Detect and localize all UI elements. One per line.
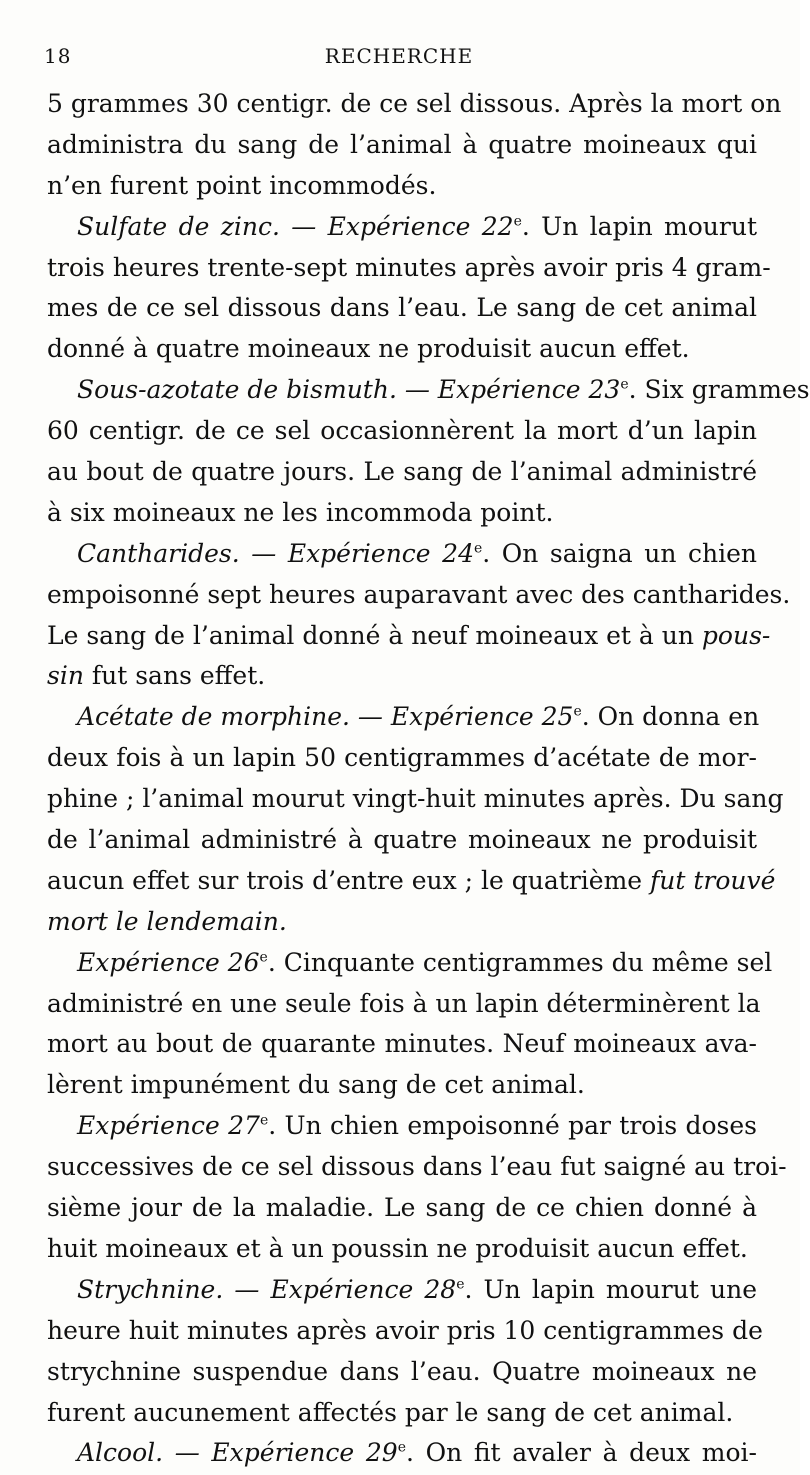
italic-text: Acétate de morphine. — Expérience 25 xyxy=(77,702,574,732)
italic-text: Alcool. — Expérience 29 xyxy=(77,1438,398,1468)
italic-text: Expérience 27 xyxy=(77,1111,260,1141)
text-run: . On fit avaler à deux moi- xyxy=(405,1438,757,1468)
text-run: au bout de quatre jours. Le sang de l’animal administré xyxy=(47,457,757,487)
page-header xyxy=(44,44,754,74)
text-line xyxy=(47,820,757,861)
superscript: e xyxy=(397,1440,406,1457)
superscript: e xyxy=(259,1112,269,1129)
text-line xyxy=(47,125,757,166)
text-run: . Un lapin mourut xyxy=(521,211,757,241)
text-run: à six moineaux ne les incommoda point. xyxy=(47,497,554,527)
text-line xyxy=(47,861,776,902)
text-line xyxy=(47,248,771,289)
text-run: 5 grammes 30 centigr. de ce sel dissous. Après la mort on xyxy=(47,89,782,118)
text-run: huit moineaux et à un poussin ne produisit aucun effet. xyxy=(47,1233,748,1263)
text-run: . Six grammes xyxy=(628,375,810,405)
superscript: e xyxy=(513,213,522,230)
text-line xyxy=(47,1188,757,1229)
italic-text: Cantharides. — Expérience 24 xyxy=(77,538,474,568)
text-line xyxy=(47,902,757,943)
text-line xyxy=(47,1106,757,1147)
text-run: . Un lapin mourut une xyxy=(464,1274,757,1304)
italic-text: Expérience 26 xyxy=(77,947,260,977)
italic-text: mort le lendemain. xyxy=(47,906,287,936)
text-run: Le sang de l’animal donné à neuf moineaux et à un xyxy=(47,620,702,650)
text-line xyxy=(47,697,760,738)
text-run: mort au bout de quarante minutes. Neuf moineaux ava- xyxy=(47,1029,757,1059)
superscript: e xyxy=(473,540,483,557)
running-head: RECHERCHE xyxy=(324,44,474,68)
text-line xyxy=(47,1270,757,1311)
text-run: . Un chien empoisonné par trois doses xyxy=(268,1111,758,1141)
text-line xyxy=(47,575,791,616)
italic-text: Strychnine. — Expérience 28 xyxy=(77,1274,457,1304)
text-run: heure huit minutes après avoir pris 10 centigrammes de xyxy=(47,1315,763,1345)
text-line xyxy=(47,1024,757,1065)
text-line xyxy=(47,166,757,207)
text-run: furent aucunement affectés par le sang de cet animal. xyxy=(47,1397,734,1427)
text-run: sième jour de la maladie. Le sang de ce chien donné à xyxy=(47,1193,757,1223)
text-line xyxy=(47,738,757,779)
text-line xyxy=(47,1065,757,1106)
text-line xyxy=(47,656,757,697)
text-line xyxy=(47,1393,757,1434)
text-run: . On donna en xyxy=(581,702,760,732)
text-line xyxy=(47,1311,763,1352)
text-run: donné à quatre moineaux ne produisit aucun effet. xyxy=(47,334,690,364)
text-line xyxy=(47,616,771,657)
text-line xyxy=(47,84,782,125)
text-run: phine ; l’animal mourut vingt-huit minutes après. Du sang xyxy=(47,784,784,814)
text-run: mes de ce sel dissous dans l’eau. Le sang de cet animal xyxy=(47,293,757,323)
text-run: trois heures trente-sept minutes après avoir pris 4 gram- xyxy=(47,252,771,282)
text-line xyxy=(47,452,757,493)
text-run: aucun effet sur trois d’entre eux ; le quatrième xyxy=(47,865,651,895)
text-run: de l’animal administré à quatre moineaux ne produisit xyxy=(47,825,757,855)
text-line xyxy=(47,1433,757,1474)
text-run: lèrent impunément du sang de cet animal. xyxy=(47,1070,585,1100)
text-line xyxy=(47,779,784,820)
italic-text: sin xyxy=(47,661,84,691)
text-line xyxy=(47,411,757,452)
text-run: fut sans effet. xyxy=(83,661,266,691)
text-run: . On saigna un chien xyxy=(482,538,757,568)
text-line xyxy=(47,288,757,329)
superscript: e xyxy=(259,949,268,966)
text-line xyxy=(47,1147,787,1188)
text-run: empoisonné sept heures auparavant avec des cantharides. xyxy=(47,579,791,609)
text-run: . Cinquante centigrammes du même sel xyxy=(267,947,773,977)
text-line xyxy=(47,207,757,248)
superscript: e xyxy=(573,704,582,721)
text-line xyxy=(47,493,757,534)
text-line xyxy=(47,1229,757,1270)
body-text xyxy=(47,84,810,1474)
text-run: 60 centigr. de ce sel occasionnèrent la mort d’un lapin xyxy=(47,416,757,446)
text-line xyxy=(47,984,761,1025)
text-line xyxy=(47,534,757,575)
text-run: deux fois à un lapin 50 centigrammes d’acétate de mor- xyxy=(47,743,757,773)
text-run: administra du sang de l’animal à quatre moineaux qui xyxy=(47,129,757,159)
text-run: successives de ce sel dissous dans l’eau fut saigné au troi- xyxy=(47,1152,787,1182)
superscript: e xyxy=(620,376,629,393)
text-run: administré en une seule fois à un lapin déterminèrent la xyxy=(47,988,761,1018)
text-run: n’en furent point incommodés. xyxy=(47,170,437,200)
text-line xyxy=(47,370,810,411)
italic-text: Sulfate de zinc. — Expérience 22 xyxy=(77,211,514,241)
text-run: strychnine suspendue dans l’eau. Quatre moineaux ne xyxy=(47,1356,757,1386)
text-line xyxy=(47,943,773,984)
page-number: 18 xyxy=(44,44,72,68)
italic-text: Sous-azotate de bismuth. — Expérience 23 xyxy=(77,375,621,405)
superscript: e xyxy=(456,1276,465,1293)
italic-text: pous- xyxy=(701,620,771,650)
italic-text: fut trouvé xyxy=(650,865,776,895)
text-line xyxy=(47,1352,757,1393)
text-line xyxy=(47,329,757,370)
